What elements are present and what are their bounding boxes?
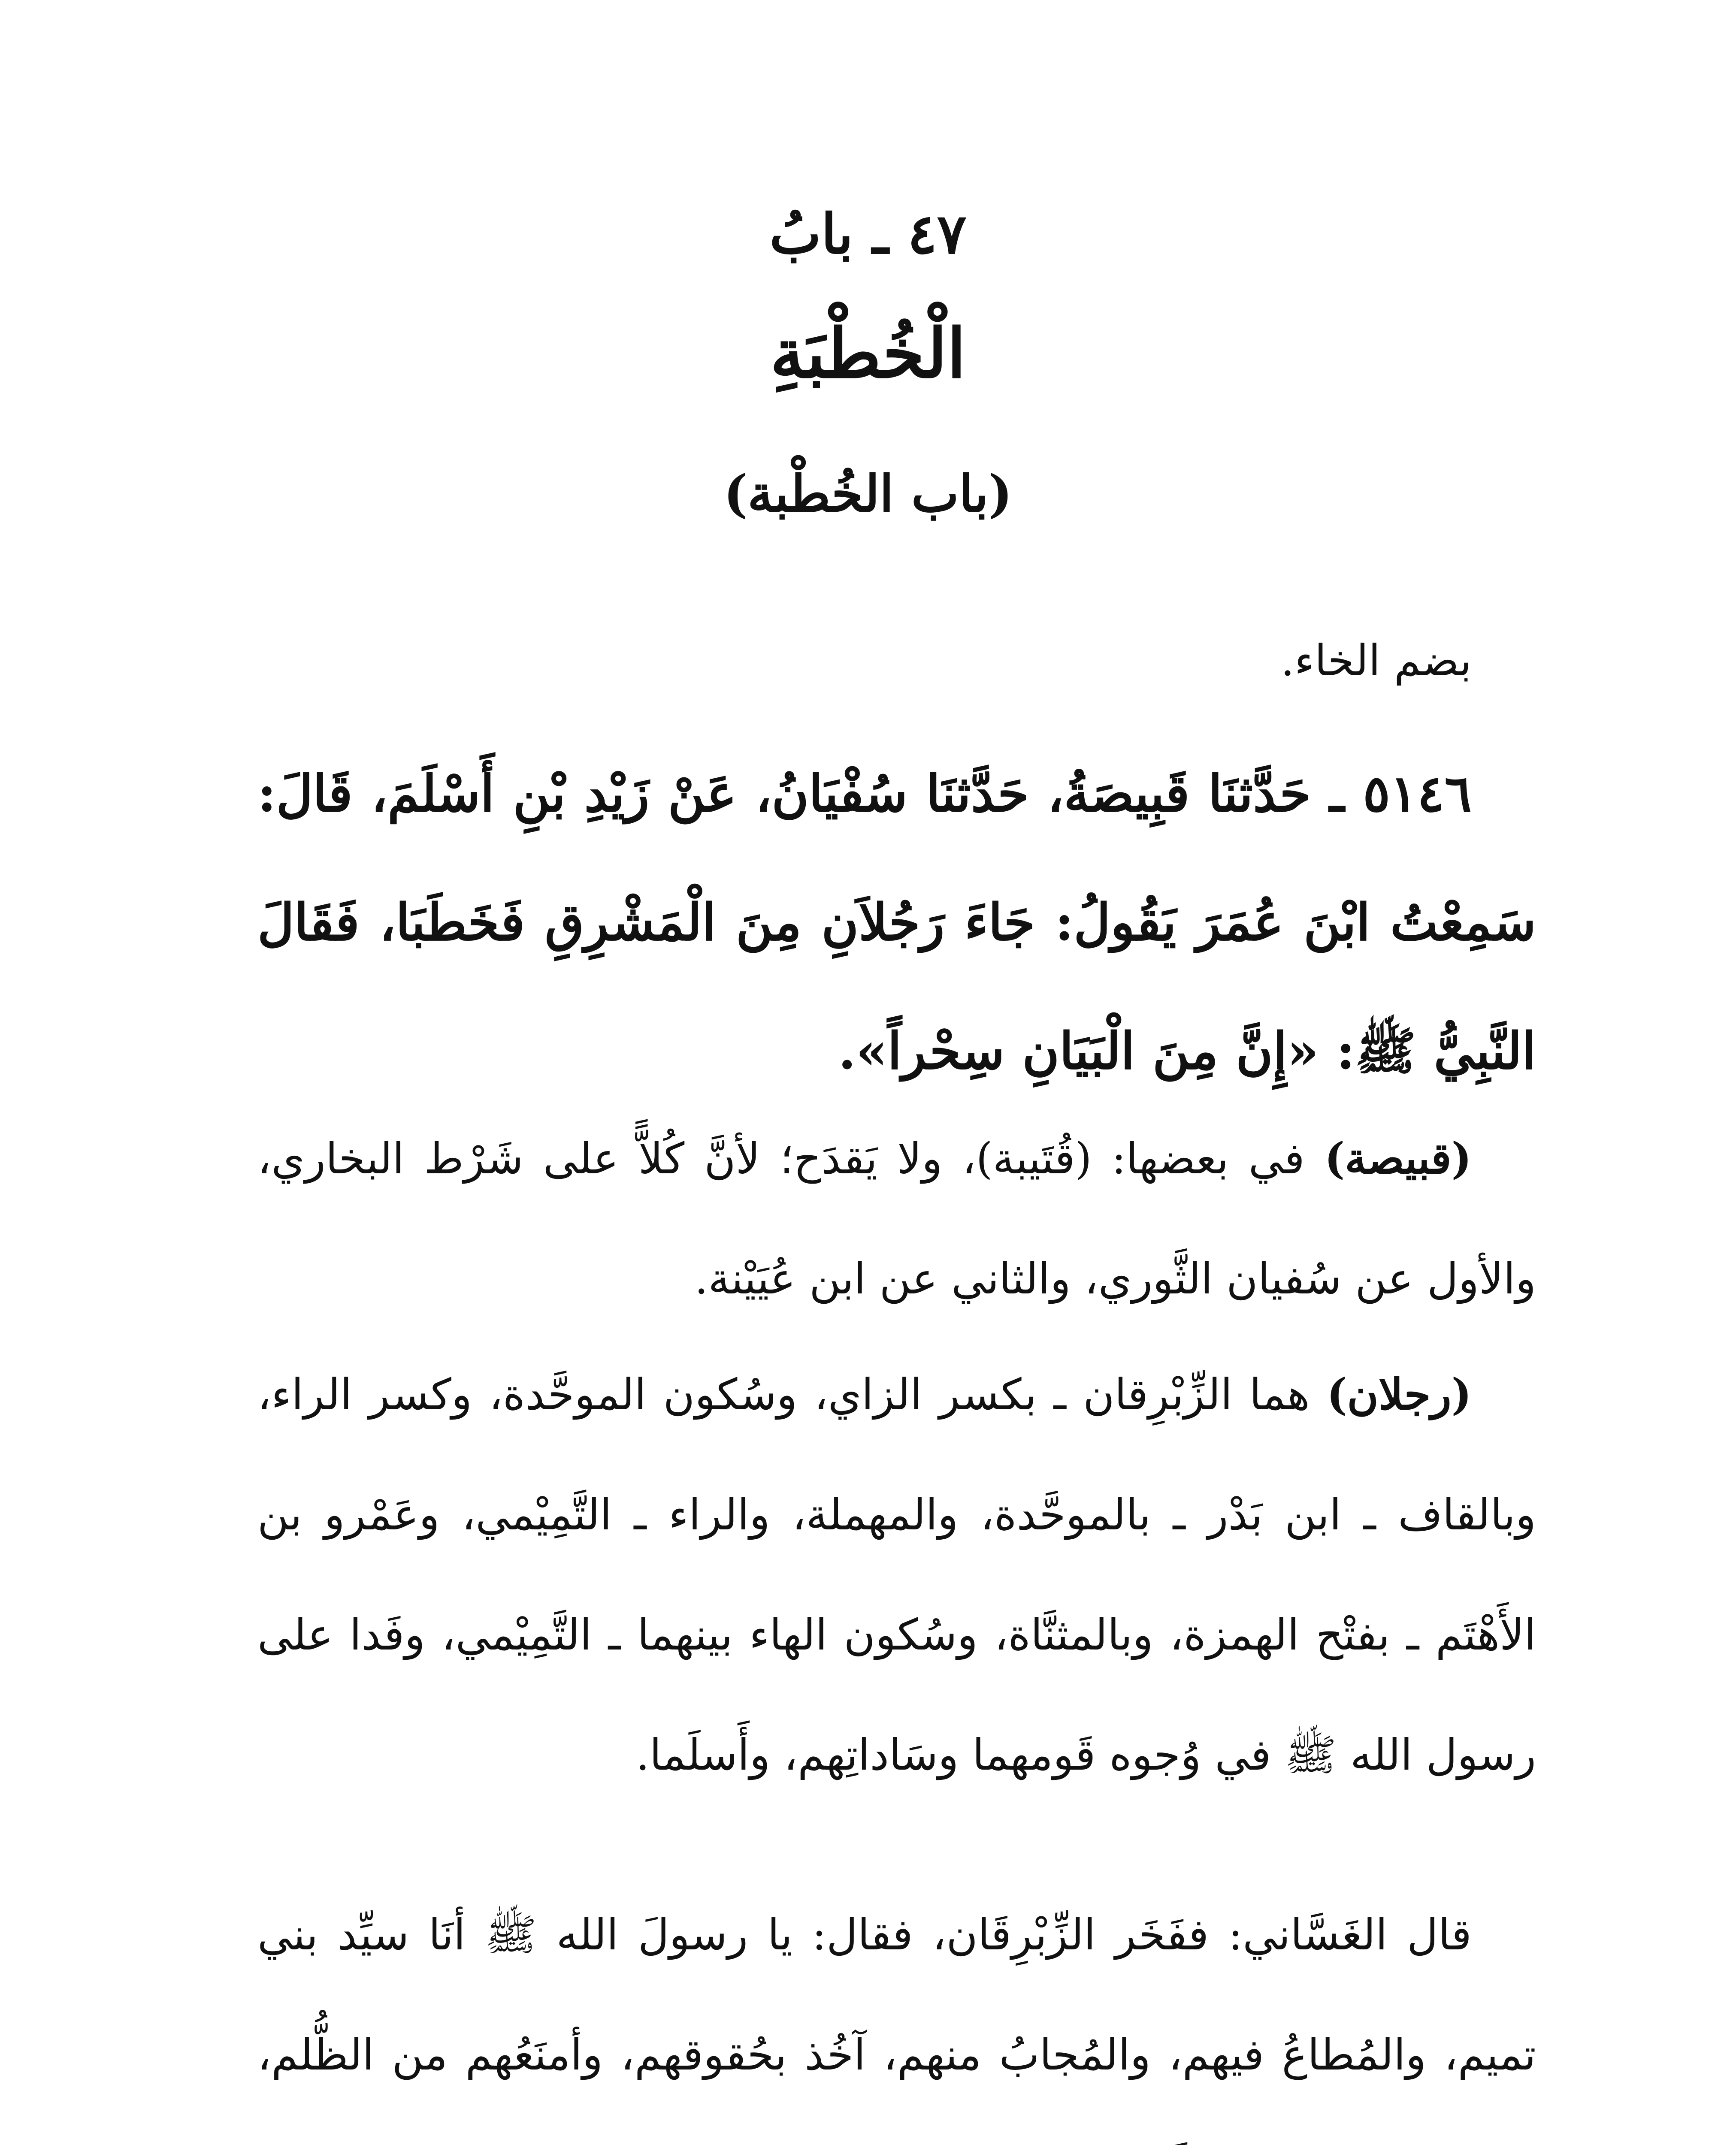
note-paragraph-qabisa: [257, 1098, 1536, 1339]
note-body: في بعضها: (قُتَيبة)، ولا يَقدَح؛ لأنَّ كُلاًّ على شَرْط البخاري، والأول عن سُفيان الثَّوري، والثاني عن ابن عُيَيْنة.: [257, 1133, 1536, 1304]
note-lead-term: (قبيصة): [1324, 1133, 1472, 1184]
hadith-text: ٥١٤٦ ـ حَدَّثنَا قَبِيصَةُ، حَدَّثنَا سُفْيَانُ، عَنْ زَيْدِ بْنِ أَسْلَمَ، قَالَ: سَمِعْتُ ابْنَ عُمَرَ يَقُولُ: جَاءَ رَجُلاَنِ مِنَ الْمَشْرِقِ فَخَطَبَا، فَقَالَ النَّبِيُّ ﷺ: «إِنَّ مِنَ الْبَيَانِ سِحْراً».: [257, 764, 1536, 1081]
note-body: هما الزِّبْرِقان ـ بكسر الزاي، وسُكون الموحَّدة، وكسر الراء، وبالقاف ـ ابن بَدْر ـ بالموحَّدة، والمهملة، والراء ـ التَّمِيْمي، وعَمْرو بن الأَهْتَم ـ بفتْح الهمزة، وبالمثنَّاة، وسُكون الهاء بينهما ـ التَّمِيْمي، وفَدا على رسول الله ﷺ في وُجوه قَومهما وسَاداتِهم، وأَسلَما.: [257, 1369, 1536, 1780]
chapter-title: الْخُطْبَةِ: [770, 314, 966, 393]
chapter-number: ٤٧ ـ بابُ: [769, 202, 967, 266]
note-paragraph-ghassani: قال الغَسَّاني: ففَخَر الزِّبْرِقَان، فقال: يا رسولَ الله ﷺ أنَا سيِّد بني تميم، والمُطاعُ فيهم، والمُجابُ منهم، آخُذ بحُقوقهم، وأمنَعُهم من الظُّلم،: [257, 1909, 1536, 2080]
note-paragraph-rajulan: [257, 1334, 1536, 1815]
commentary-intro: بضم الخاء.: [1281, 635, 1472, 686]
note-lead-term: (رجلان): [1327, 1369, 1472, 1420]
commentary-heading: (باب الخُطْبة): [723, 464, 1013, 523]
